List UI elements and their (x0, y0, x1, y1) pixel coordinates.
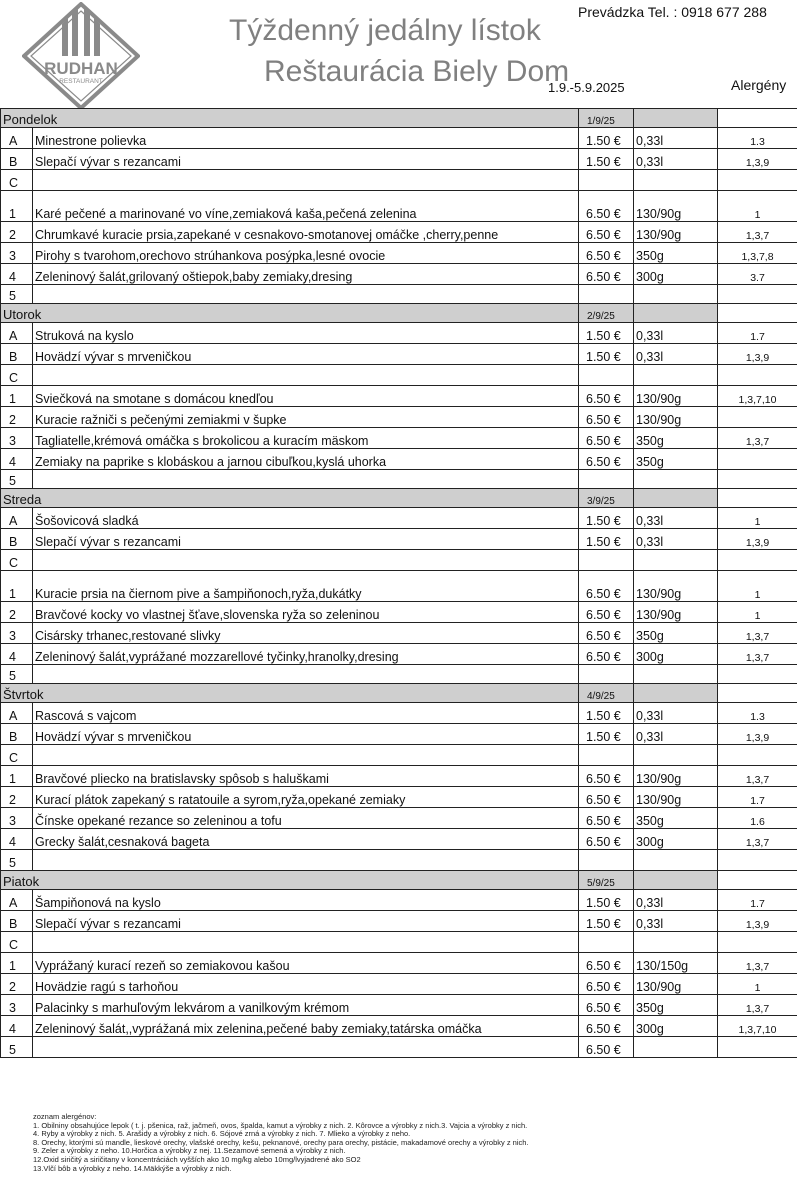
day-name: Štvrtok (1, 684, 579, 703)
item-price: 6.50 € (579, 602, 634, 623)
item-name: Šošovicová sladká (33, 508, 579, 529)
item-portion: 0,33l (634, 890, 718, 911)
item-portion: 300g (634, 264, 718, 285)
item-price: 1.50 € (579, 128, 634, 149)
menu-item-row (1, 1037, 797, 1058)
item-price: 6.50 € (579, 243, 634, 264)
item-portion: 350g (634, 808, 718, 829)
item-code: 3 (1, 243, 33, 264)
item-code: 5 (1, 665, 33, 684)
day-header-row (1, 304, 797, 323)
item-price: 6.50 € (579, 995, 634, 1016)
item-code: 4 (1, 264, 33, 285)
item-code: 3 (1, 808, 33, 829)
item-allergens: 1,3,7,10 (718, 386, 797, 407)
item-code: 5 (1, 1037, 33, 1058)
item-portion: 0,33l (634, 703, 718, 724)
day-header-empty (634, 489, 718, 508)
item-portion: 0,33l (634, 149, 718, 170)
item-allergens: 1,3,7 (718, 953, 797, 974)
menu-item-row (1, 766, 797, 787)
item-name: Sviečková na smotane s domácou knedľou (33, 386, 579, 407)
item-name: Tagliatelle,krémová omáčka s brokolicou a kuracím mäskom (33, 428, 579, 449)
item-code: C (1, 932, 33, 953)
item-name: Rascová s vajcom (33, 703, 579, 724)
item-price: 1.50 € (579, 911, 634, 932)
item-name (33, 285, 579, 304)
allergens-header: Alergény (731, 77, 787, 93)
day-header-empty (718, 871, 797, 890)
item-price (579, 365, 634, 386)
logo-text: RUDHAN (44, 59, 118, 78)
item-code: 3 (1, 995, 33, 1016)
day-header-empty (718, 684, 797, 703)
allergen-legend-line: 4. Ryby a výrobky z nich. 5. Arašidy a výrobky z nich. 6. Sójové zrná a výrobky z nich. 7. Mlieko a výrobky z neho. (33, 1129, 411, 1139)
item-portion: 130/90g (634, 571, 718, 602)
item-allergens: 1,3,7 (718, 766, 797, 787)
item-code: 4 (1, 449, 33, 470)
item-portion: 130/90g (634, 386, 718, 407)
item-portion (634, 470, 718, 489)
item-name (33, 470, 579, 489)
item-code: B (1, 149, 33, 170)
item-allergens: 1,3,7 (718, 995, 797, 1016)
item-name: Bravčové kocky vo vlastnej šťave,slovenska ryža so zeleninou (33, 602, 579, 623)
item-name: Slepačí vývar s rezancami (33, 149, 579, 170)
item-name: Slepačí vývar s rezancami (33, 911, 579, 932)
day-header-empty (634, 871, 718, 890)
item-price (579, 932, 634, 953)
menu-item-row (1, 644, 797, 665)
item-price: 6.50 € (579, 571, 634, 602)
day-name: Utorok (1, 304, 579, 323)
item-allergens: 1.3 (718, 703, 797, 724)
item-allergens: 1.7 (718, 323, 797, 344)
item-price (579, 470, 634, 489)
menu-item-row (1, 386, 797, 407)
item-code: A (1, 890, 33, 911)
item-portion: 130/90g (634, 602, 718, 623)
day-header-empty (718, 109, 797, 128)
item-code: 5 (1, 285, 33, 304)
item-code: C (1, 365, 33, 386)
item-portion (634, 170, 718, 191)
item-name: Pirohy s tvarohom,orechovo strúhankova posýpka,lesné ovocie (33, 243, 579, 264)
item-allergens (718, 365, 797, 386)
item-name (33, 745, 579, 766)
item-portion: 130/90g (634, 222, 718, 243)
item-price: 6.50 € (579, 264, 634, 285)
item-allergens: 1,3,9 (718, 724, 797, 745)
item-name: Kuracie ražniči s pečenými zemiakmi v šupke (33, 407, 579, 428)
allergen-legend-line: 12.Oxid siričitý a siričitany v koncentráciách vyšších ako 10 mg/kg alebo 10mg/lvyjadrené ako SO2 (33, 1154, 361, 1164)
item-name: Kuracie prsia na čiernom pive a šampiňonoch,ryža,dukátky (33, 571, 579, 602)
item-code: 3 (1, 428, 33, 449)
item-name: Zeleninový šalát,grilovaný oštiepok,baby zemiaky,dresing (33, 264, 579, 285)
date-range: 1.9.-5.9.2025 (548, 80, 625, 95)
day-header-empty (634, 304, 718, 323)
item-code: 2 (1, 602, 33, 623)
item-price (579, 170, 634, 191)
item-allergens (718, 470, 797, 489)
item-allergens (718, 1037, 797, 1058)
allergen-legend-line: 8. Orechy, ktorými sú mandle, lieskové orechy, vlašské orechy, kešu, peknanové, orechy para orechy, pistácie, makadamové orechy a výrobky z nich. (33, 1137, 529, 1147)
day-name: Piatok (1, 871, 579, 890)
item-portion: 130/90g (634, 407, 718, 428)
menu-item-row (1, 602, 797, 623)
menu-item-row (1, 1016, 797, 1037)
item-name: Kurací plátok zapekaný s ratatouile a syrom,ryža,opekané zemiaky (33, 787, 579, 808)
item-name: Minestrone polievka (33, 128, 579, 149)
day-date: 4/9/25 (579, 684, 634, 703)
day-header-row (1, 489, 797, 508)
item-price: 6.50 € (579, 222, 634, 243)
day-header-row (1, 684, 797, 703)
item-price: 1.50 € (579, 344, 634, 365)
menu-item-row (1, 344, 797, 365)
item-allergens: 1 (718, 508, 797, 529)
item-portion (634, 1037, 718, 1058)
menu-item-row (1, 529, 797, 550)
item-name (33, 365, 579, 386)
menu-item-row (1, 550, 797, 571)
menu-item-row (1, 323, 797, 344)
item-name: Zeleninový šalát,,vyprážaná mix zelenina,pečené baby zemiaky,tatárska omáčka (33, 1016, 579, 1037)
allergen-legend (33, 1113, 529, 1173)
allergen-legend-line: 13.Vlčí bôb a výrobky z neho. 14.Mäkkýše a výrobky z nich. (33, 1163, 232, 1173)
logo-subtext: RESTAURANT (59, 78, 103, 85)
item-code: 3 (1, 623, 33, 644)
menu-item-row (1, 850, 797, 871)
allergen-legend-line: zoznam alergénov: (33, 1112, 97, 1121)
day-date: 5/9/25 (579, 871, 634, 890)
menu-item-row (1, 623, 797, 644)
item-portion: 0,33l (634, 911, 718, 932)
item-portion: 0,33l (634, 128, 718, 149)
item-code: 5 (1, 850, 33, 871)
item-price (579, 285, 634, 304)
item-name: Šampiňonová na kyslo (33, 890, 579, 911)
item-allergens (718, 170, 797, 191)
menu-item-row (1, 703, 797, 724)
item-code: C (1, 550, 33, 571)
item-allergens: 1,3,9 (718, 529, 797, 550)
item-price (579, 850, 634, 871)
item-price: 1.50 € (579, 323, 634, 344)
item-portion (634, 850, 718, 871)
item-allergens: 1,3,7,10 (718, 1016, 797, 1037)
item-portion (634, 665, 718, 684)
item-price: 1.50 € (579, 149, 634, 170)
item-name (33, 170, 579, 191)
item-allergens: 1.6 (718, 808, 797, 829)
item-name (33, 850, 579, 871)
item-portion: 0,33l (634, 344, 718, 365)
menu-item-row (1, 170, 797, 191)
item-name (33, 550, 579, 571)
item-name (33, 1037, 579, 1058)
item-name: Zemiaky na paprike s klobáskou a jarnou cibuľkou,kyslá uhorka (33, 449, 579, 470)
menu-item-row (1, 953, 797, 974)
menu-item-row (1, 191, 797, 222)
menu-item-row (1, 911, 797, 932)
item-allergens: 1,3,7 (718, 644, 797, 665)
menu-item-row (1, 974, 797, 995)
allergen-legend-line: 9. Zeler a výrobky z neho. 10.Horčica a výrobky z nej. 11.Sezamové semená a výrobky z nich. (33, 1146, 346, 1156)
item-name (33, 932, 579, 953)
item-name: Čínske opekané rezance so zeleninou a tofu (33, 808, 579, 829)
item-portion: 300g (634, 644, 718, 665)
item-code: A (1, 703, 33, 724)
item-portion: 0,33l (634, 529, 718, 550)
item-name: Slepačí vývar s rezancami (33, 529, 579, 550)
item-code: 5 (1, 470, 33, 489)
item-price: 6.50 € (579, 407, 634, 428)
item-allergens (718, 850, 797, 871)
item-portion: 130/90g (634, 974, 718, 995)
item-price (579, 550, 634, 571)
item-price (579, 665, 634, 684)
item-allergens (718, 932, 797, 953)
item-price: 6.50 € (579, 449, 634, 470)
item-price: 1.50 € (579, 890, 634, 911)
menu-table (0, 108, 797, 1058)
item-code: 1 (1, 953, 33, 974)
item-allergens: 1,3,7 (718, 829, 797, 850)
item-allergens: 1.7 (718, 787, 797, 808)
item-code: B (1, 911, 33, 932)
item-name: Bravčové pliecko na bratislavsky spôsob s haluškami (33, 766, 579, 787)
item-code: 1 (1, 191, 33, 222)
item-allergens (718, 285, 797, 304)
menu-item-row (1, 449, 797, 470)
day-header-empty (718, 304, 797, 323)
item-price: 6.50 € (579, 808, 634, 829)
item-allergens (718, 745, 797, 766)
item-name: Grecky šalát,cesnaková bageta (33, 829, 579, 850)
item-portion: 130/90g (634, 191, 718, 222)
item-allergens: 1,3,9 (718, 149, 797, 170)
menu-item-row (1, 829, 797, 850)
item-code: 2 (1, 222, 33, 243)
item-price: 6.50 € (579, 428, 634, 449)
item-code: B (1, 529, 33, 550)
menu-item-row (1, 787, 797, 808)
item-price: 6.50 € (579, 644, 634, 665)
item-allergens: 1,3,7 (718, 222, 797, 243)
day-header-row (1, 109, 797, 128)
day-header-empty (634, 684, 718, 703)
item-portion: 130/150g (634, 953, 718, 974)
menu-item-row (1, 222, 797, 243)
item-code: 2 (1, 407, 33, 428)
item-code: 2 (1, 974, 33, 995)
restaurant-logo (22, 2, 140, 110)
item-name: Karé pečené a marinované vo víne,zemiaková kaša,pečená zelenina (33, 191, 579, 222)
menu-item-row (1, 890, 797, 911)
item-code: 2 (1, 787, 33, 808)
item-price: 1.50 € (579, 508, 634, 529)
item-portion: 350g (634, 243, 718, 264)
item-code: 4 (1, 829, 33, 850)
item-portion: 350g (634, 623, 718, 644)
item-allergens: 1 (718, 571, 797, 602)
item-allergens: 1.7 (718, 890, 797, 911)
menu-item-row (1, 808, 797, 829)
day-date: 2/9/25 (579, 304, 634, 323)
item-name: Struková na kyslo (33, 323, 579, 344)
menu-item-row (1, 407, 797, 428)
item-portion: 0,33l (634, 724, 718, 745)
allergen-legend-line: 1. Obilniny obsahujúce lepok ( t. j. pšenica, raž, jačmeň, ovos, špalda, kamut a výrobky z nich. 2. Kôrovce a výrobky z nich.3. Vajcia a výrobky z nich. (33, 1120, 528, 1130)
day-date: 1/9/25 (579, 109, 634, 128)
item-price: 1.50 € (579, 724, 634, 745)
menu-item-row (1, 128, 797, 149)
item-portion (634, 745, 718, 766)
item-portion: 130/90g (634, 787, 718, 808)
item-code: C (1, 170, 33, 191)
day-name: Pondelok (1, 109, 579, 128)
item-allergens: 1,3,9 (718, 911, 797, 932)
menu-item-row (1, 724, 797, 745)
item-code: 1 (1, 766, 33, 787)
item-allergens (718, 449, 797, 470)
item-allergens (718, 550, 797, 571)
day-name: Streda (1, 489, 579, 508)
menu-item-row (1, 995, 797, 1016)
item-name: Hovädzie ragú s tarhoňou (33, 974, 579, 995)
item-code: 4 (1, 644, 33, 665)
item-code: A (1, 128, 33, 149)
item-portion: 0,33l (634, 323, 718, 344)
menu-item-row (1, 285, 797, 304)
menu-item-row (1, 665, 797, 684)
item-portion (634, 365, 718, 386)
item-price: 6.50 € (579, 623, 634, 644)
item-portion (634, 550, 718, 571)
item-allergens: 1,3,7,8 (718, 243, 797, 264)
menu-item-row (1, 571, 797, 602)
item-portion: 350g (634, 449, 718, 470)
item-code: B (1, 724, 33, 745)
item-price (579, 745, 634, 766)
item-name: Zeleninový šalát,vyprážané mozzarellové tyčinky,hranolky,dresing (33, 644, 579, 665)
item-allergens: 1 (718, 974, 797, 995)
menu-item-row (1, 932, 797, 953)
item-price: 1.50 € (579, 529, 634, 550)
item-code: C (1, 745, 33, 766)
item-code: A (1, 508, 33, 529)
item-portion: 300g (634, 1016, 718, 1037)
day-date: 3/9/25 (579, 489, 634, 508)
menu-item-row (1, 365, 797, 386)
item-code: 1 (1, 386, 33, 407)
item-price: 6.50 € (579, 766, 634, 787)
item-name: Palacinky s marhuľovým lekvárom a vanilkovým krémom (33, 995, 579, 1016)
item-allergens: 1 (718, 191, 797, 222)
item-price: 6.50 € (579, 829, 634, 850)
item-portion (634, 932, 718, 953)
menu-item-row (1, 470, 797, 489)
item-code: 4 (1, 1016, 33, 1037)
item-portion: 0,33l (634, 508, 718, 529)
item-price: 6.50 € (579, 787, 634, 808)
item-price: 6.50 € (579, 386, 634, 407)
item-allergens (718, 665, 797, 684)
item-portion: 350g (634, 995, 718, 1016)
menu-item-row (1, 428, 797, 449)
menu-item-row (1, 264, 797, 285)
menu-item-row (1, 745, 797, 766)
phone-number: Prevádzka Tel. : 0918 677 288 (578, 4, 767, 20)
item-name: Cisársky trhanec,restované slivky (33, 623, 579, 644)
item-price: 6.50 € (579, 1037, 634, 1058)
item-name: Vyprážaný kurací rezeň so zemiakovou kašou (33, 953, 579, 974)
item-price: 1.50 € (579, 703, 634, 724)
item-portion: 130/90g (634, 766, 718, 787)
day-header-empty (718, 489, 797, 508)
item-name: Hovädzí vývar s mrveničkou (33, 344, 579, 365)
menu-item-row (1, 149, 797, 170)
item-code: A (1, 323, 33, 344)
item-portion (634, 285, 718, 304)
item-code: B (1, 344, 33, 365)
item-allergens: 3.7 (718, 264, 797, 285)
day-header-empty (634, 109, 718, 128)
item-price: 6.50 € (579, 191, 634, 222)
menu-item-row (1, 243, 797, 264)
item-name: Hovädzí vývar s mrveničkou (33, 724, 579, 745)
item-price: 6.50 € (579, 974, 634, 995)
day-header-row (1, 871, 797, 890)
page-title: Týždenný jedálny lístok (229, 14, 541, 47)
item-code: 1 (1, 571, 33, 602)
item-name (33, 665, 579, 684)
item-allergens: 1,3,9 (718, 344, 797, 365)
item-name: Chrumkavé kuracie prsia,zapekané v cesnakovo-smotanovej omáčke ,cherry,penne (33, 222, 579, 243)
item-allergens: 1 (718, 602, 797, 623)
item-portion: 300g (634, 829, 718, 850)
item-allergens: 1,3,7 (718, 623, 797, 644)
item-allergens: 1,3,7 (718, 428, 797, 449)
item-allergens: 1.3 (718, 128, 797, 149)
restaurant-name: Reštaurácia Biely Dom (264, 55, 570, 88)
item-price: 6.50 € (579, 953, 634, 974)
item-portion: 350g (634, 428, 718, 449)
item-allergens (718, 407, 797, 428)
menu-item-row (1, 508, 797, 529)
item-price: 6.50 € (579, 1016, 634, 1037)
